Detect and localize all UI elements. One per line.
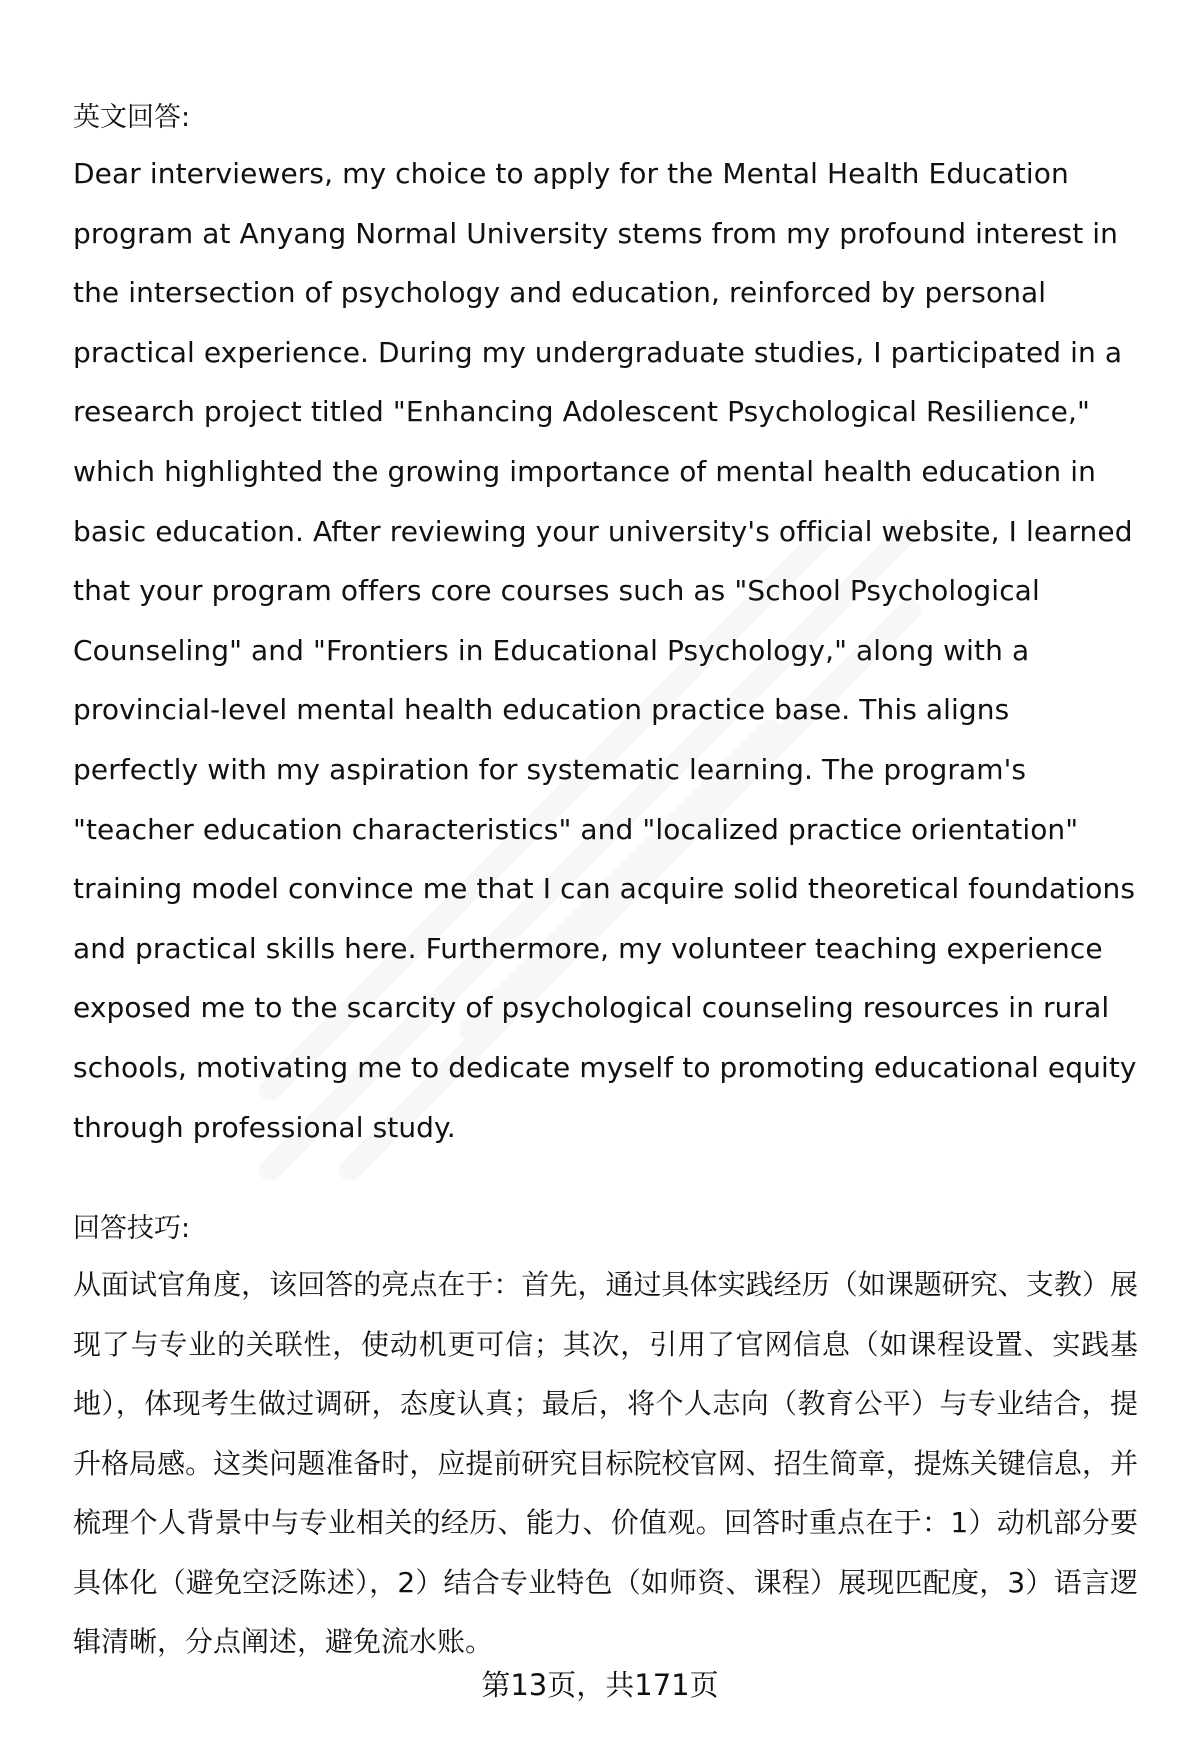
main-content [73,92,1138,1672]
english-answer-body: Dear interviewers, my choice to apply for the Mental Health Education program at Anyang Normal University stems from my profound interest in the intersection of psychology and education, reinforced by personal practical experience. During my undergraduate studies, I participated in a research project titled "Enhancing Adolescent Psychological Resilience," which highlighted the growing importance of mental health education in basic education. After reviewing your university's official website, I learned that your program offers core courses such as "School Psychological Counseling" and "Frontiers in Educational Psychology," along with a provincial-level mental health education practice base. This aligns perfectly with my aspiration for systematic learning. The program's "teacher education characteristics" and "localized practice orientation" training model convince me that I can acquire solid theoretical foundations and practical skills here. Furthermore, my volunteer teaching experience exposed me to the scarcity of psychological counseling resources in rural schools, motivating me to dedicate myself to promoting educational equity through professional study. [73,157,1137,1144]
answer-tips-body: 从面试官角度，该回答的亮点在于：首先，通过具体实践经历（如课题研究、支教）展现了与专业的关联性，使动机更可信；其次，引用了官网信息（如课程设置、实践基地），体现考生做过调研，态度认真；最后，将个人志向（教育公平）与专业结合，提升格局感。这类问题准备时，应提前研究目标院校官网、招生简章，提炼关键信息，并梳理个人背景中与专业相关的经历、能力、价值观。回答时重点在于：1）动机部分要具体化（避免空泛陈述），2）结合专业特色（如师资、课程）展现匹配度，3）语言逻辑清晰，分点阐述，避免流水账。 [73,1268,1138,1659]
english-answer-heading: 英文回答: [73,102,191,133]
answer-tips-heading: 回答技巧: [73,1213,191,1245]
page-number-footer: 第13页，共171页 [481,1668,719,1702]
